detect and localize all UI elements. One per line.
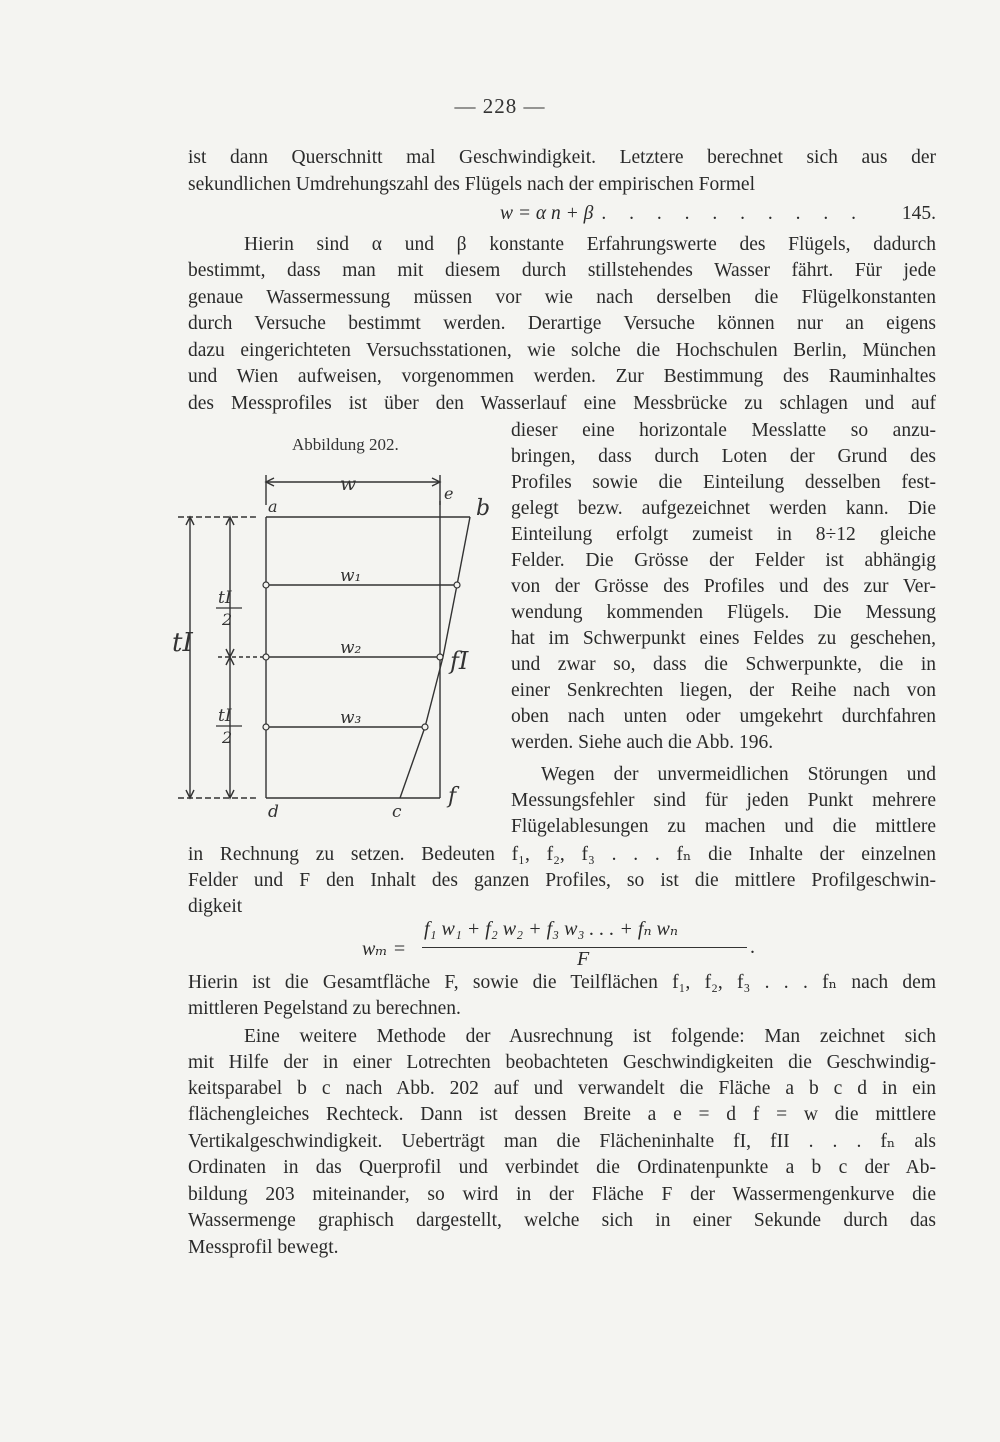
text-line: keitsparabel b c nach Abb. 202 auf und verwandelt die Fläche a b c d in ein (188, 1078, 936, 1099)
text-line: Hierin sind α und β konstante Erfahrungswerte des Flügels, dadurch (244, 234, 936, 255)
text-line: mit Hilfe der in einer Lotrechten beobachteten Geschwindigkeiten die Geschwindig- (188, 1052, 936, 1073)
label-fI: fI (450, 647, 469, 675)
text-line: und Wien aufweisen, vorgenommen werden. Zur Bestimmung des Rauminhaltes (188, 366, 936, 387)
text-line: durch Versuche bestimmt werden. Derartige Versuche können nur an eigens (188, 313, 936, 334)
label-w3: w₃ (340, 708, 362, 728)
text-line: Wegen der unvermeidlichen Störungen und (541, 764, 936, 785)
text-line: Hierin ist die Gesamtfläche F, sowie die Teilflächen f₁, f₂, f₃ . . . fₙ nach dem (188, 972, 936, 993)
text-line: Felder und F den Inhalt des ganzen Profiles, so ist die mittlere Profilgeschwin- (188, 870, 936, 891)
label-w2: w₂ (340, 638, 362, 658)
text-line: sekundlichen Umdrehungszahl des Flügels nach der empirischen Formel (188, 174, 755, 195)
text-line: flächengleiches Rechteck. Dann ist dessen Breite a e = d f = w die mittlere (188, 1104, 936, 1125)
label-tI: tI (172, 628, 193, 658)
text-line: Ordinaten in das Querprofil und verbindet die Ordinatenpunkte a b c der Ab- (188, 1157, 936, 1178)
text-line: von der Grösse des Profiles und des zur Ver- (511, 576, 936, 597)
text-line: Flügelablesungen zu machen und die mittlere (511, 816, 936, 837)
text-line: des Messprofiles ist über den Wasserlauf eine Messbrücke zu schlagen und auf (188, 393, 936, 414)
text-line: Felder. Die Grösse der Felder ist abhängig (511, 550, 936, 571)
text-line: mittleren Pegelstand zu berechnen. (188, 998, 461, 1019)
text-line: wendung kommenden Flügels. Die Messung (511, 602, 936, 623)
equation-lhs: wₘ = (362, 938, 407, 960)
page-number: — 228 — (454, 94, 546, 118)
label-w: w (340, 473, 357, 495)
equation-145 (500, 203, 936, 225)
text-line: genaue Wassermessung müssen vor wie nach derselben die Flügelkonstanten (188, 287, 936, 308)
text-line: bildung 203 miteinander, so wird in der Fläche F der Wassermengenkurve die (188, 1184, 936, 1205)
text-line: Vertikalgeschwindigkeit. Ueberträgt man die Flächeninhalte fI, fII . . . fₙ als (188, 1131, 936, 1152)
label-b: b (476, 496, 491, 521)
label-a: a (268, 497, 278, 516)
text-line: in Rechnung zu setzen. Bedeuten f₁, f₂, f₃ . . . fₙ die Inhalte der einzelnen (188, 844, 936, 865)
velocity-profile-diagram (168, 465, 498, 822)
point-marker (437, 654, 443, 660)
label-tI-half-num: tI (218, 588, 232, 608)
label-w1: w₁ (340, 566, 362, 586)
text-line: bringen, dass durch Loten der Grund des (511, 446, 936, 467)
text-line: Profiles sowie die Einteilung desselben fest- (511, 472, 936, 493)
text-line: werden. Siehe auch die Abb. 196. (511, 732, 774, 753)
point-marker (263, 582, 269, 588)
label-tI-half-den: 2 (222, 728, 233, 747)
label-tI-half-num: tI (218, 706, 232, 726)
figure-202 (168, 465, 498, 822)
text-line: bestimmt, dass man mit diesem durch stillstehendes Wasser fährt. Für jede (188, 260, 936, 281)
text-line: oben nach unten oder umgekehrt durchfahren (511, 706, 936, 727)
equation-leader-dots: . . . . . . . . . . (601, 203, 866, 224)
text-line: hat im Schwerpunkt eines Feldes zu geschehen, (511, 628, 936, 649)
label-f: f (448, 784, 457, 809)
text-line: einer Senkrechten liegen, der Reihe nach von (511, 680, 936, 701)
text-line: dieser eine horizontale Messlatte so anzu- (511, 420, 936, 441)
text-line: und zwar so, dass die Schwerpunkte, die in (511, 654, 936, 675)
text-line: Messprofil bewegt. (188, 1237, 339, 1258)
point-marker (263, 654, 269, 660)
text-line: Wassermenge graphisch dargestellt, welche sich in einer Sekunde durch das (188, 1210, 936, 1231)
text-line: ist dann Querschnitt mal Geschwindigkeit. Letztere berechnet sich aus der (188, 147, 936, 168)
equation-period: . (750, 936, 755, 958)
text-line: digkeit (188, 896, 243, 917)
label-e: e (444, 484, 454, 503)
equation-number: 145. (901, 203, 936, 224)
text-line: Messungsfehler sind für jeden Punkt mehrere (511, 790, 936, 811)
text-line: Einteilung erfolgt zumeist in 8÷12 gleiche (511, 524, 936, 545)
label-d: d (268, 802, 279, 822)
point-marker (454, 582, 460, 588)
point-marker (263, 724, 269, 730)
text-line: Eine weitere Methode der Ausrechnung ist folgende: Man zeichnet sich (244, 1026, 936, 1047)
equation-numerator: f₁ w₁ + f₂ w₂ + f₃ w₃ . . . + fₙ wₙ (424, 918, 679, 940)
text-line: gelegt bezw. aufgezeichnet werden kann. Die (511, 498, 936, 519)
label-tI-half-den: 2 (222, 610, 233, 629)
equation-expression: w = α n + β (500, 203, 594, 224)
equation-denominator: F (577, 948, 590, 970)
point-marker (422, 724, 428, 730)
text-line: dazu eingerichteten Versuchsstationen, wie solche die Hochschulen Berlin, München (188, 340, 936, 361)
figure-caption: Abbildung 202. (292, 435, 399, 454)
label-c: c (392, 802, 402, 822)
